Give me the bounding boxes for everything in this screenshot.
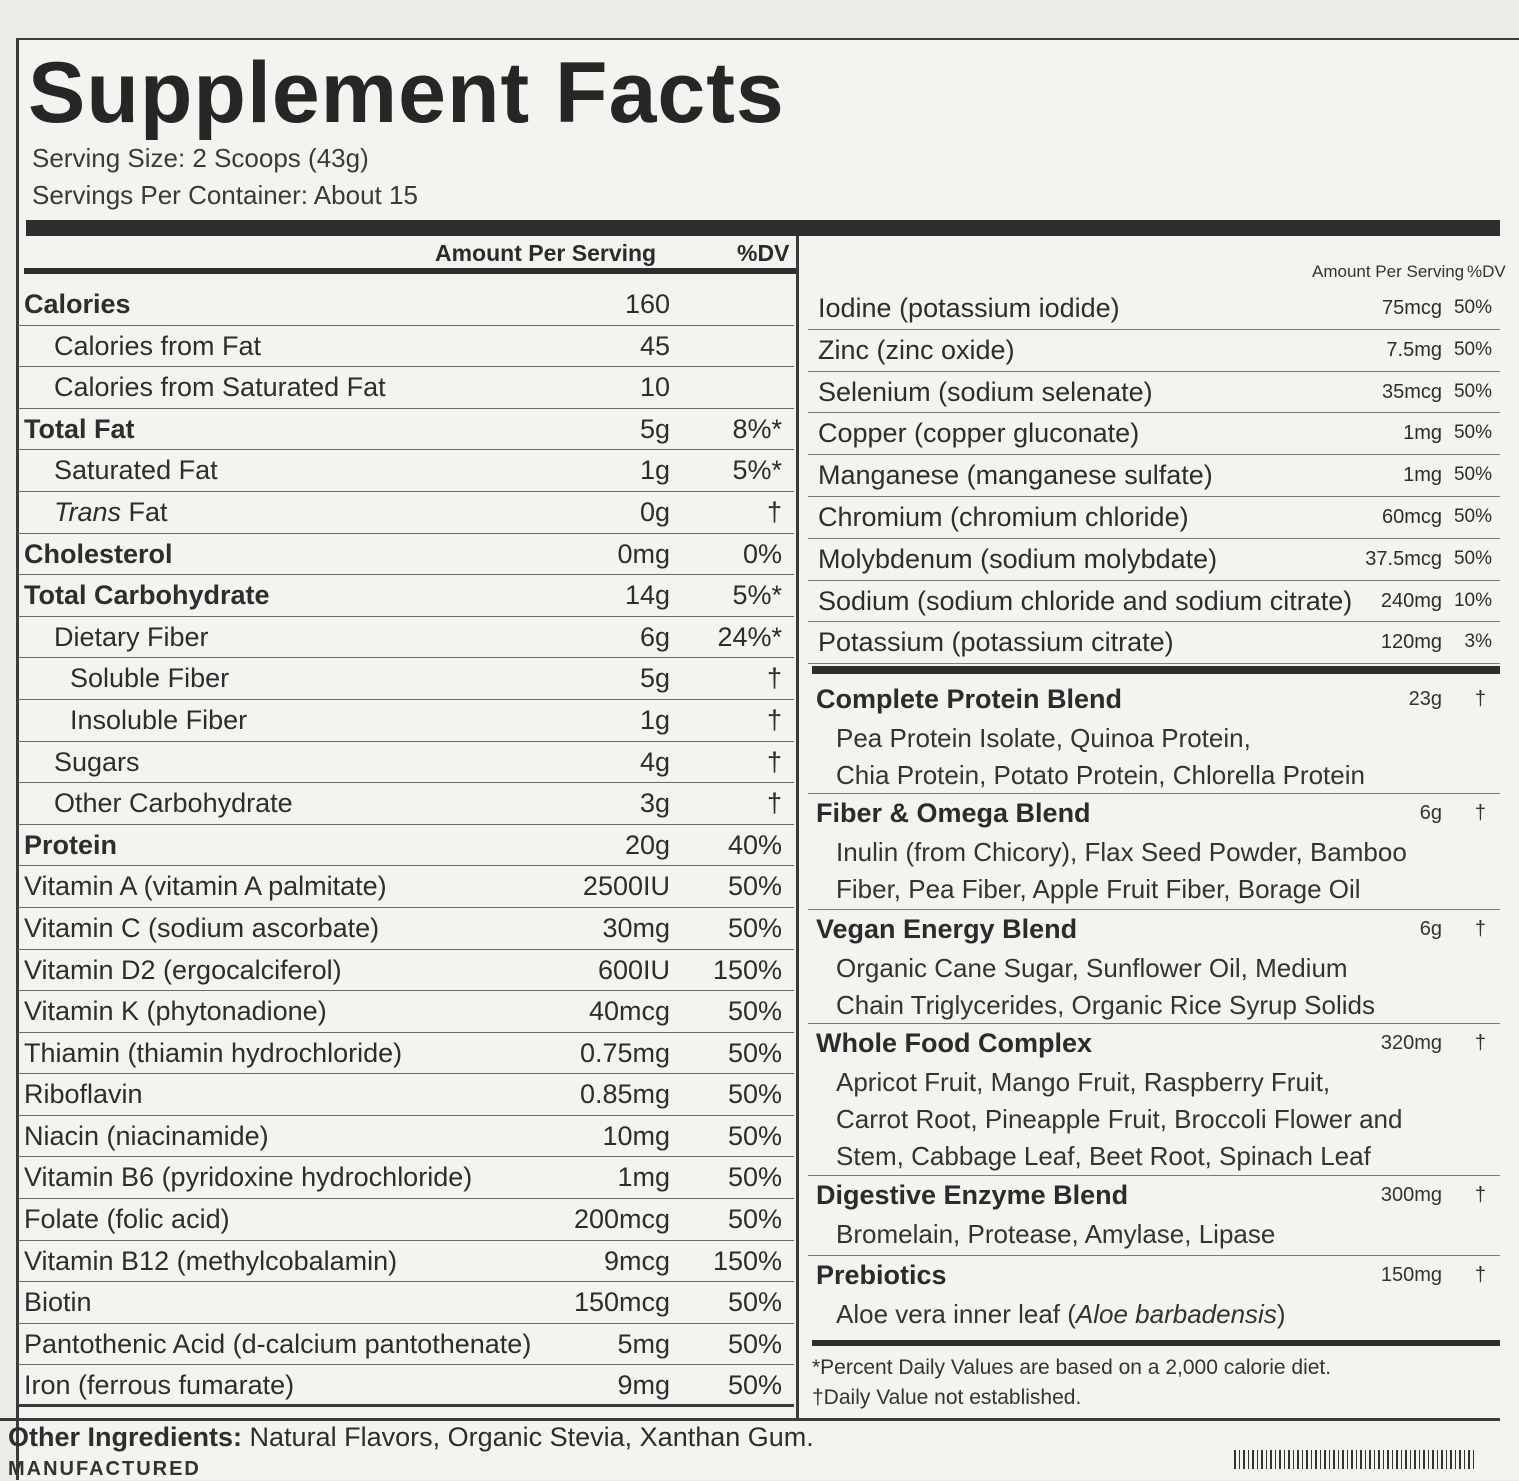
- blend-name: Prebiotics: [816, 1260, 947, 1290]
- table-row: [18, 950, 794, 992]
- blend-amount: 300mg: [1380, 1184, 1442, 1206]
- nutrient-dv: 8%*: [732, 413, 782, 444]
- nutrient-amount: 0g: [639, 496, 670, 527]
- nutrient-dv: 50%: [727, 1287, 782, 1318]
- minerals-divider: [812, 666, 1500, 674]
- nutrient-name: Vitamin B6 (pyridoxine hydrochloride): [24, 1162, 473, 1193]
- table-row: [808, 497, 1500, 539]
- nutrient-amount: 10: [639, 372, 670, 403]
- other-ingredients-text: Natural Flavors, Organic Stevia, Xanthan Gum.: [242, 1422, 814, 1452]
- mineral-dv: 50%: [1453, 338, 1492, 360]
- mineral-amount: 1mg: [1403, 464, 1442, 487]
- nutrient-dv: 50%: [727, 871, 782, 902]
- table-row: [18, 866, 794, 908]
- table-row: [808, 413, 1500, 455]
- right-mineral-table: [808, 288, 1500, 664]
- left-dv-header: %DV: [737, 240, 790, 266]
- table-row: [18, 534, 794, 576]
- blend-dv: †: [1474, 1264, 1486, 1286]
- nutrient-name: Vitamin C (sodium ascorbate): [24, 912, 380, 943]
- nutrient-name: Pantothenic Acid (d-calcium pantothenate): [24, 1328, 532, 1359]
- table-row: [18, 450, 794, 492]
- mineral-name: Molybdenum (sodium molybdate): [818, 543, 1218, 574]
- nutrient-dv: 50%: [727, 1079, 782, 1110]
- nutrient-amount: 200mcg: [573, 1204, 670, 1235]
- blend-item: [808, 910, 1500, 1024]
- mineral-dv: 50%: [1453, 464, 1492, 486]
- blend-amount: 320mg: [1380, 1032, 1442, 1054]
- right-amount-header: Amount Per Serving: [1312, 262, 1465, 281]
- table-row: [808, 539, 1500, 581]
- nutrient-dv: †: [766, 746, 782, 777]
- nutrient-dv: 50%: [727, 1162, 782, 1193]
- nutrient-amount: 3g: [639, 788, 670, 819]
- nutrient-amount: 5g: [639, 413, 670, 444]
- mineral-name: Sodium (sodium chloride and sodium citrate): [818, 585, 1353, 616]
- nutrient-name: Sugars: [54, 746, 140, 777]
- table-row: [808, 372, 1500, 414]
- nutrient-dv: †: [766, 704, 782, 735]
- table-row: [18, 700, 794, 742]
- mineral-name: Copper (copper gluconate): [818, 418, 1140, 449]
- mineral-amount: 35mcg: [1381, 380, 1442, 403]
- dv-footnote: *Percent Daily Values are based on a 2,000 calorie diet.: [812, 1356, 1332, 1379]
- nutrient-amount: 14g: [624, 580, 670, 611]
- mineral-amount: 60mcg: [1381, 505, 1442, 528]
- nutrient-name: Vitamin B12 (methylcobalamin): [24, 1245, 398, 1276]
- nutrient-amount: 150mcg: [573, 1287, 670, 1318]
- blend-name: Vegan Energy Blend: [816, 914, 1078, 944]
- blend-dv: †: [1474, 1032, 1486, 1054]
- mineral-amount: 37.5mcg: [1365, 547, 1442, 570]
- table-row: [18, 617, 794, 659]
- nutrient-amount: 40mcg: [588, 996, 670, 1027]
- blend-dv: †: [1474, 1184, 1486, 1206]
- table-row: [808, 622, 1500, 664]
- nutrient-name: Total Carbohydrate: [24, 580, 270, 611]
- blend-name: Fiber & Omega Blend: [816, 798, 1091, 828]
- nutrient-dv: 24%*: [717, 621, 782, 652]
- table-row: [18, 908, 794, 950]
- nutrient-name: Vitamin K (phytonadione): [24, 996, 327, 1027]
- nutrient-name: Iron (ferrous fumarate): [24, 1370, 295, 1401]
- left-nutrient-table: [18, 284, 794, 1407]
- mineral-name: Chromium (chromium chloride): [818, 501, 1189, 532]
- nutrient-name: Folate (folic acid): [24, 1204, 230, 1235]
- mineral-dv: 10%: [1453, 589, 1492, 611]
- nutrient-dv: 50%: [727, 1037, 782, 1068]
- nutrient-dv: 50%: [727, 996, 782, 1027]
- barcode-image: [1234, 1450, 1474, 1469]
- nutrient-amount: 10mg: [602, 1120, 670, 1151]
- nutrient-name: Biotin: [24, 1287, 92, 1318]
- bottom-divider: [0, 1418, 1500, 1421]
- mineral-name: Manganese (manganese sulfate): [818, 460, 1213, 491]
- right-dv-header: %DV: [1467, 262, 1506, 281]
- table-row: [808, 330, 1500, 372]
- table-row: [18, 1157, 794, 1199]
- mineral-amount: 240mg: [1380, 589, 1442, 612]
- table-row: [18, 1241, 794, 1283]
- blend-amount: 150mg: [1380, 1264, 1442, 1286]
- nutrient-name: Vitamin D2 (ergocalciferol): [24, 954, 342, 985]
- nutrient-dv: 50%: [727, 912, 782, 943]
- table-row: [18, 1033, 794, 1075]
- mineral-name: Selenium (sodium selenate): [818, 376, 1153, 407]
- blend-name: Whole Food Complex: [816, 1028, 1092, 1058]
- table-row: [18, 492, 794, 534]
- nutrient-name: Soluble Fiber: [70, 663, 230, 694]
- table-row: [18, 658, 794, 700]
- mineral-name: Iodine (potassium iodide): [818, 293, 1120, 323]
- table-row: [18, 284, 794, 326]
- table-row: [18, 991, 794, 1033]
- nutrient-name: Vitamin A (vitamin A palmitate): [24, 871, 387, 902]
- nutrient-amount: 160: [624, 289, 670, 319]
- table-row: [18, 1365, 794, 1407]
- left-header-divider: [24, 268, 796, 274]
- nutrient-dv: 50%: [727, 1370, 782, 1401]
- nutrient-amount: 600IU: [597, 954, 670, 985]
- blend-amount: 6g: [1419, 918, 1442, 940]
- nutrient-amount: 1g: [639, 455, 670, 486]
- table-row: [18, 1282, 794, 1324]
- nutrient-amount: 1g: [639, 704, 670, 735]
- nutrient-dv: †: [766, 663, 782, 694]
- nutrient-amount: 9mg: [617, 1370, 670, 1401]
- table-row: [18, 742, 794, 784]
- nutrient-name: Insoluble Fiber: [70, 704, 248, 735]
- nutrient-amount: 0.85mg: [579, 1079, 670, 1110]
- table-row: [808, 581, 1500, 623]
- mineral-amount: 7.5mg: [1386, 338, 1442, 361]
- blend-ingredients: Bromelain, Protease, Amylase, Lipase: [836, 1219, 1276, 1249]
- blend-ingredients: Apricot Fruit, Mango Fruit, Raspberry Fruit, Carrot Root, Pineapple Fruit, Broccoli Flower and Stem, Cabbage Leaf, Beet Root, Spinach Leaf: [836, 1067, 1403, 1171]
- mineral-amount: 1mg: [1403, 422, 1442, 445]
- nutrient-dv: 50%: [727, 1120, 782, 1151]
- nutrient-amount: 30mg: [602, 912, 670, 943]
- nutrient-amount: 20g: [624, 829, 670, 860]
- nutrient-dv: 5%*: [732, 580, 782, 611]
- nutrient-amount: 2500IU: [582, 871, 670, 902]
- nutrient-name: Trans Fat: [54, 496, 168, 527]
- nutrient-amount: 5g: [639, 663, 670, 694]
- column-separator: [796, 236, 799, 1421]
- nutrient-dv: 150%: [712, 954, 782, 985]
- servings-per-container: Servings Per Container: About 15: [32, 180, 418, 210]
- trans-italic: Trans: [54, 496, 122, 527]
- mineral-amount: 75mcg: [1381, 297, 1442, 319]
- scientific-name: Aloe barbadensis: [1075, 1299, 1277, 1329]
- table-row: [808, 455, 1500, 497]
- nutrient-name: Calories from Fat: [54, 330, 262, 361]
- table-row: [18, 1116, 794, 1158]
- table-row: [18, 1074, 794, 1116]
- blend-dv: †: [1474, 802, 1486, 824]
- nutrient-amount: 0mg: [617, 538, 670, 569]
- nutrient-dv: 5%*: [732, 455, 782, 486]
- mineral-dv: 3%: [1464, 631, 1492, 653]
- table-row: [18, 1324, 794, 1366]
- table-row: [18, 575, 794, 617]
- serving-size: Serving Size: 2 Scoops (43g): [32, 143, 369, 173]
- page-title: Supplement Facts: [28, 45, 785, 141]
- nutrient-dv: 150%: [712, 1245, 782, 1276]
- table-row: [18, 326, 794, 368]
- nutrient-amount: 45: [639, 330, 670, 361]
- nutrient-amount: 0.75mg: [579, 1037, 670, 1068]
- nutrient-dv: 50%: [727, 1328, 782, 1359]
- nutrient-amount: 5mg: [617, 1328, 670, 1359]
- header-divider: [26, 220, 1500, 236]
- table-row: [18, 1199, 794, 1241]
- blend-ingredients: Aloe vera inner leaf (Aloe barbadensis): [836, 1299, 1286, 1329]
- nutrient-dv: 50%: [727, 1204, 782, 1235]
- other-ingredients-label: Other Ingredients:: [8, 1422, 243, 1452]
- nutrient-name: Calories from Saturated Fat: [54, 372, 386, 403]
- left-amount-header: Amount Per Serving: [435, 240, 657, 266]
- table-row: [808, 288, 1500, 330]
- blend-name: Digestive Enzyme Blend: [816, 1180, 1129, 1210]
- nutrient-name: Dietary Fiber: [54, 621, 209, 652]
- nutrient-dv: 40%: [727, 829, 782, 860]
- blend-ingredients: Organic Cane Sugar, Sunflower Oil, Medium Chain Triglycerides, Organic Rice Syrup Solids: [836, 953, 1375, 1020]
- mineral-dv: 50%: [1453, 505, 1492, 527]
- mineral-dv: 50%: [1453, 547, 1492, 569]
- table-row: [18, 409, 794, 451]
- nutrient-dv: †: [766, 496, 782, 527]
- blend-amount: 23g: [1408, 688, 1442, 710]
- nutrient-name: Riboflavin: [24, 1079, 143, 1110]
- table-row: [18, 825, 794, 867]
- mineral-name: Zinc (zinc oxide): [818, 334, 1015, 365]
- mineral-dv: 50%: [1453, 422, 1492, 444]
- nutrient-name: Cholesterol: [24, 538, 173, 569]
- blend-ingredients: Inulin (from Chicory), Flax Seed Powder, Bamboo Fiber, Pea Fiber, Apple Fruit Fiber, Borage Oil: [836, 837, 1407, 904]
- nutrient-dv: †: [766, 788, 782, 819]
- nutrient-name: Total Fat: [24, 413, 135, 444]
- nutrient-name: Protein: [24, 829, 118, 860]
- nutrient-amount: 6g: [639, 621, 670, 652]
- nutrient-amount: 1mg: [617, 1162, 670, 1193]
- blend-item: [808, 794, 1500, 910]
- footnote-divider: [812, 1340, 1500, 1346]
- mineral-name: Potassium (potassium citrate): [818, 627, 1174, 658]
- manufactured-cut-text: MANUFACTURED: [8, 1458, 201, 1480]
- blend-item: [808, 1024, 1500, 1176]
- not-established-footnote: †Daily Value not established.: [812, 1386, 1082, 1409]
- nutrient-name: Saturated Fat: [54, 455, 218, 486]
- other-ingredients: [8, 1422, 814, 1453]
- blend-amount: 6g: [1419, 802, 1442, 824]
- blend-name: Complete Protein Blend: [816, 684, 1123, 714]
- table-row: [18, 783, 794, 825]
- nutrient-name: Calories: [24, 289, 131, 319]
- nutrient-dv: 0%: [742, 538, 782, 569]
- nutrient-name: Niacin (niacinamide): [24, 1120, 269, 1151]
- blend-ingredients: Pea Protein Isolate, Quinoa Protein, Chia Protein, Potato Protein, Chlorella Protein: [836, 723, 1365, 790]
- blend-item: [808, 680, 1500, 794]
- mineral-dv: 50%: [1453, 297, 1492, 318]
- mineral-amount: 120mg: [1380, 631, 1442, 654]
- blend-dv: †: [1474, 918, 1486, 940]
- mineral-dv: 50%: [1453, 380, 1492, 402]
- nutrient-name: Other Carbohydrate: [54, 788, 293, 819]
- blend-dv: †: [1474, 688, 1486, 710]
- nutrient-name: Thiamin (thiamin hydrochloride): [24, 1037, 403, 1068]
- nutrient-amount: 9mcg: [603, 1245, 670, 1276]
- table-row: [18, 367, 794, 409]
- nutrient-amount: 4g: [639, 746, 670, 777]
- blend-item: [808, 1256, 1500, 1336]
- blend-item: [808, 1176, 1500, 1256]
